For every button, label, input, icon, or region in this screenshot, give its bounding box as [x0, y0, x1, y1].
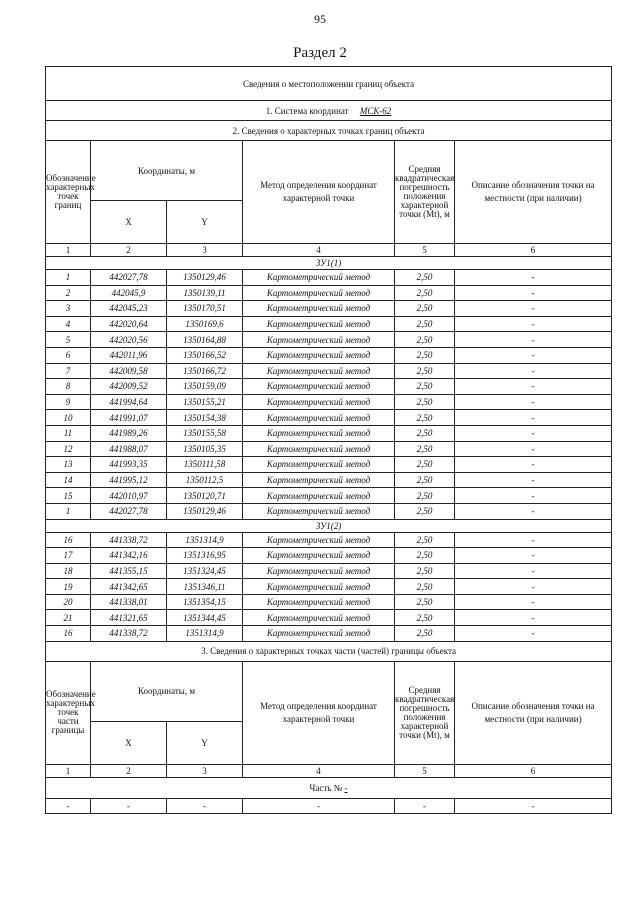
- col-number: 4: [243, 764, 395, 777]
- cell: 6: [46, 347, 91, 363]
- cell: 11: [46, 425, 91, 441]
- part-header-description: Описание обозначения точки на местности (при наличии): [455, 661, 612, 764]
- table-row: [46, 425, 612, 441]
- cell: 2,50: [395, 394, 455, 410]
- cell: 1350112,5: [167, 472, 243, 488]
- table-row: [46, 472, 612, 488]
- cell: 8: [46, 379, 91, 395]
- table-row: [46, 441, 612, 457]
- cell: 442027,78: [91, 270, 167, 286]
- table-row: [46, 532, 612, 548]
- header-y: Y: [167, 201, 243, 244]
- cell: 2,50: [395, 610, 455, 626]
- coord-system-row: [46, 101, 612, 121]
- cell: Картометрический метод: [243, 472, 395, 488]
- table-row: [46, 457, 612, 473]
- cell: -: [167, 798, 243, 814]
- part-label-row: [46, 777, 612, 798]
- cell: 12: [46, 441, 91, 457]
- part-column-numbers-row: [46, 764, 612, 777]
- cell: Картометрический метод: [243, 503, 395, 519]
- table-row: [46, 579, 612, 595]
- cell: Картометрический метод: [243, 548, 395, 564]
- header-x: X: [91, 201, 167, 244]
- table-row: [46, 548, 612, 564]
- section-title: Раздел 2: [293, 45, 347, 61]
- table-row: [46, 316, 612, 332]
- cell: 441338,72: [91, 626, 167, 642]
- cell: -: [455, 285, 612, 301]
- header-description: Описание обозначения точки на местности (при наличии): [455, 141, 612, 244]
- cell: 1350164,88: [167, 332, 243, 348]
- header-precision: Средняя квадратическая погрешность положения характерной точки (Mt), м: [395, 141, 455, 244]
- cell: 441994,64: [91, 394, 167, 410]
- cell: -: [455, 301, 612, 317]
- cell: 1: [46, 503, 91, 519]
- cell: 2,50: [395, 363, 455, 379]
- cell: 441995,12: [91, 472, 167, 488]
- cell: -: [46, 798, 91, 814]
- cell: 2,50: [395, 579, 455, 595]
- header-point-name: Обозначение характерных точек границ: [46, 141, 91, 244]
- col-number: 2: [91, 764, 167, 777]
- group-row: [46, 257, 612, 270]
- cell: Картометрический метод: [243, 610, 395, 626]
- cell: Картометрический метод: [243, 425, 395, 441]
- table-row: [46, 347, 612, 363]
- cell: -: [455, 488, 612, 504]
- col-number: 1: [46, 244, 91, 257]
- cell: 442045,9: [91, 285, 167, 301]
- boundary-table: [45, 66, 612, 814]
- col-number: 5: [395, 764, 455, 777]
- cell: 2,50: [395, 347, 455, 363]
- cell: 2,50: [395, 457, 455, 473]
- cell: -: [455, 363, 612, 379]
- col-number: 6: [455, 764, 612, 777]
- cell: -: [91, 798, 167, 814]
- cell: 7: [46, 363, 91, 379]
- cell: -: [455, 441, 612, 457]
- cell: 1350120,71: [167, 488, 243, 504]
- cell: 1351346,11: [167, 579, 243, 595]
- cell: Картометрический метод: [243, 488, 395, 504]
- cell: 2,50: [395, 270, 455, 286]
- cell: 2,50: [395, 285, 455, 301]
- cell: 442009,52: [91, 379, 167, 395]
- cell: 2,50: [395, 503, 455, 519]
- col-number: 6: [455, 244, 612, 257]
- cell: Картометрический метод: [243, 347, 395, 363]
- cell: -: [455, 472, 612, 488]
- col-number: 3: [167, 244, 243, 257]
- table-row: [46, 363, 612, 379]
- cell: 1350154,38: [167, 410, 243, 426]
- cell: 20: [46, 594, 91, 610]
- cell: -: [455, 270, 612, 286]
- cell: 1350105,35: [167, 441, 243, 457]
- cell: 442009,58: [91, 363, 167, 379]
- cell: 9: [46, 394, 91, 410]
- cell: 442020,64: [91, 316, 167, 332]
- page-number: 95: [314, 12, 326, 26]
- cell: 2,50: [395, 488, 455, 504]
- cell: 441342,16: [91, 548, 167, 564]
- cell: -: [455, 563, 612, 579]
- part-header-x: X: [91, 721, 167, 764]
- table-row: [46, 379, 612, 395]
- cell: -: [455, 626, 612, 642]
- col-number: 5: [395, 244, 455, 257]
- cell: 2,50: [395, 548, 455, 564]
- table-row: [46, 610, 612, 626]
- cell: -: [455, 425, 612, 441]
- cell: 1350169,6: [167, 316, 243, 332]
- cell: Картометрический метод: [243, 441, 395, 457]
- cell: 441991,07: [91, 410, 167, 426]
- cell: 19: [46, 579, 91, 595]
- cell: -: [455, 548, 612, 564]
- cell: 442027,78: [91, 503, 167, 519]
- cell: 16: [46, 626, 91, 642]
- cell: 16: [46, 532, 91, 548]
- cell: -: [243, 798, 395, 814]
- part-header-precision: Средняя квадратическая погрешность положения характерной точки (Mt), м: [395, 661, 455, 764]
- cell: 2,50: [395, 425, 455, 441]
- group-name: ЗУ1(1): [46, 257, 612, 270]
- cell: -: [455, 610, 612, 626]
- cell: 2,50: [395, 301, 455, 317]
- cell: 1351314,9: [167, 626, 243, 642]
- col-number: 4: [243, 244, 395, 257]
- cell: 1350166,52: [167, 347, 243, 363]
- cell: Картометрический метод: [243, 363, 395, 379]
- cell: 2,50: [395, 594, 455, 610]
- cell: 442010,97: [91, 488, 167, 504]
- cell: 18: [46, 563, 91, 579]
- cell: Картометрический метод: [243, 379, 395, 395]
- cell: 1350111,58: [167, 457, 243, 473]
- part-header-y: Y: [167, 721, 243, 764]
- cell: -: [455, 394, 612, 410]
- cell: 10: [46, 410, 91, 426]
- points-section-label: 2. Сведения о характерных точках границ объекта: [46, 121, 612, 141]
- cell: 2,50: [395, 410, 455, 426]
- group-row: [46, 519, 612, 532]
- cell: -: [455, 347, 612, 363]
- cell: 13: [46, 457, 91, 473]
- cell: -: [455, 332, 612, 348]
- table-row: [46, 488, 612, 504]
- cell: 4: [46, 316, 91, 332]
- col-number: 2: [91, 244, 167, 257]
- header-method: Метод определения координат характерной точки: [243, 141, 395, 244]
- table-row: [46, 626, 612, 642]
- part-data-row: [46, 798, 612, 814]
- table-row: [46, 410, 612, 426]
- group-name: ЗУ1(2): [46, 519, 612, 532]
- cell: 441989,26: [91, 425, 167, 441]
- cell: -: [455, 379, 612, 395]
- cell: 1350139,11: [167, 285, 243, 301]
- cell: 441988,07: [91, 441, 167, 457]
- cell: 2,50: [395, 626, 455, 642]
- cell: 441355,15: [91, 563, 167, 579]
- header-coords: Координаты, м: [91, 141, 243, 201]
- part-header-method: Метод определения координат характерной точки: [243, 661, 395, 764]
- cell: 3: [46, 301, 91, 317]
- table-row: [46, 503, 612, 519]
- cell: -: [395, 798, 455, 814]
- cell: Картометрический метод: [243, 270, 395, 286]
- cell: 21: [46, 610, 91, 626]
- cell: 2,50: [395, 563, 455, 579]
- cell: 1351344,45: [167, 610, 243, 626]
- cell: 1351316,95: [167, 548, 243, 564]
- cell: 442011,96: [91, 347, 167, 363]
- cell: Картометрический метод: [243, 457, 395, 473]
- cell: 441993,35: [91, 457, 167, 473]
- table-row: [46, 301, 612, 317]
- cell: Картометрический метод: [243, 394, 395, 410]
- cell: 2,50: [395, 472, 455, 488]
- cell: 1350155,21: [167, 394, 243, 410]
- cell: Картометрический метод: [243, 301, 395, 317]
- table-row: [46, 270, 612, 286]
- cell: 2,50: [395, 316, 455, 332]
- coord-system-value: МСК-62: [359, 105, 392, 116]
- cell: 1351324,45: [167, 563, 243, 579]
- cell: -: [455, 532, 612, 548]
- cell: 2,50: [395, 379, 455, 395]
- cell: 441342,65: [91, 579, 167, 595]
- cell: Картометрический метод: [243, 594, 395, 610]
- cell: -: [455, 579, 612, 595]
- cell: -: [455, 798, 612, 814]
- cell: 2,50: [395, 441, 455, 457]
- cell: Картометрический метод: [243, 579, 395, 595]
- cell: 441338,01: [91, 594, 167, 610]
- coord-system-label: 1. Система координат: [265, 105, 349, 116]
- cell: 2,50: [395, 532, 455, 548]
- table-row: [46, 332, 612, 348]
- cell: -: [455, 410, 612, 426]
- col-number: 1: [46, 764, 91, 777]
- table-row: [46, 394, 612, 410]
- cell: 441321,65: [91, 610, 167, 626]
- cell: Картометрический метод: [243, 285, 395, 301]
- cell: 442045,23: [91, 301, 167, 317]
- part-section-label: 3. Сведения о характерных точках части (частей) границы объекта: [46, 641, 612, 661]
- cell: 442020,56: [91, 332, 167, 348]
- cell: Картометрический метод: [243, 532, 395, 548]
- cell: 1351314,9: [167, 532, 243, 548]
- part-header-point-name: Обозначение характерных точек части границы: [46, 661, 91, 764]
- part-header-coords: Координаты, м: [91, 661, 243, 721]
- cell: Картометрический метод: [243, 332, 395, 348]
- cell: 1350166,72: [167, 363, 243, 379]
- cell: -: [455, 316, 612, 332]
- col-number: 3: [167, 764, 243, 777]
- cell: Картометрический метод: [243, 563, 395, 579]
- table-row: [46, 563, 612, 579]
- part-value: -: [344, 782, 348, 793]
- cell: 15: [46, 488, 91, 504]
- table-row: [46, 285, 612, 301]
- cell: 2: [46, 285, 91, 301]
- cell: 441338,72: [91, 532, 167, 548]
- cell: 14: [46, 472, 91, 488]
- cell: 2,50: [395, 332, 455, 348]
- cell: 1350129,46: [167, 270, 243, 286]
- part-label: Часть №: [309, 782, 343, 793]
- cell: 1350159,09: [167, 379, 243, 395]
- cell: 1350129,46: [167, 503, 243, 519]
- cell: 1350155,58: [167, 425, 243, 441]
- cell: Картометрический метод: [243, 410, 395, 426]
- cell: -: [455, 457, 612, 473]
- cell: Картометрический метод: [243, 626, 395, 642]
- cell: 17: [46, 548, 91, 564]
- cell: Картометрический метод: [243, 316, 395, 332]
- cell: 1351354,15: [167, 594, 243, 610]
- cell: 1: [46, 270, 91, 286]
- table-row: [46, 594, 612, 610]
- cell: 1350170,51: [167, 301, 243, 317]
- table-title: Сведения о местоположении границ объекта: [46, 67, 612, 101]
- cell: 5: [46, 332, 91, 348]
- column-numbers-row: [46, 244, 612, 257]
- cell: -: [455, 594, 612, 610]
- cell: -: [455, 503, 612, 519]
